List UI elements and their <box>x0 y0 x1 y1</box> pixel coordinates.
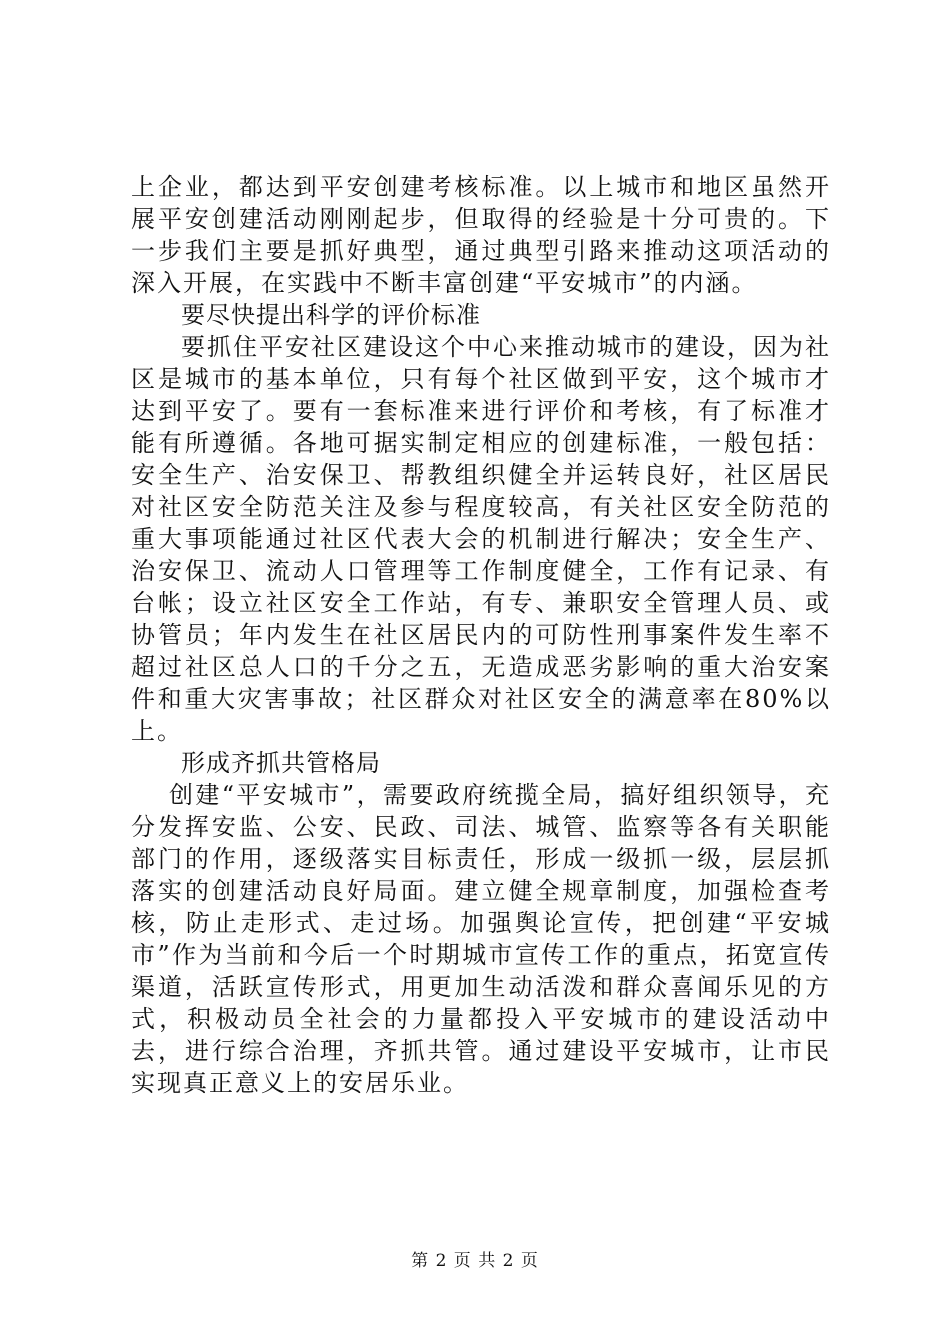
paragraph-evaluation-standard: 要抓住平安社区建设这个中心来推动城市的建设，因为社区是城市的基本单位，只有每个社区做到平安，这个城市才达到平安了。要有一套标准来进行评价和考核，有了标准才能有所遵循。各地可据实制定相应的创建标准，一般包括：安全生产、治安保卫、帮教组织健全并运转良好，社区居民对社区安全防范关注及参与程度较高，有关社区安全防范的重大事项能通过社区代表大会的机制进行解决；安全生产、治安保卫、流动人口管理等工作制度健全，工作有记录、有台帐；设立社区安全工作站，有专、兼职安全管理人员、或协管员；年内发生在社区居民内的可防性刑事案件发生率不超过社区总人口的千分之五，无造成恶劣影响的重大治安案件和重大灾害事故；社区群众对社区安全的满意率在80%以上。 <box>131 333 831 745</box>
paragraph-continuation: 上企业，都达到平安创建考核标准。以上城市和地区虽然开展平安创建活动刚刚起步，但取得的经验是十分可贵的。下一步我们主要是抓好典型，通过典型引路来推动这项活动的深入开展，在实践中不断丰富创建“平安城市”的内涵。 <box>131 173 831 297</box>
section-heading-joint-management: 形成齐抓共管格局 <box>181 749 381 777</box>
paragraph-joint-management: 创建“平安城市”，需要政府统揽全局，搞好组织领导，充分发挥安监、公安、民政、司法、城管、监察等各有关职能部门的作用，逐级落实目标责任，形成一级抓一级，层层抓落实的创建活动良好局面。建立健全规章制度，加强检查考核，防止走形式、走过场。加强舆论宣传，把创建“平安城市”作为当前和今后一个时期城市宣传工作的重点，拓宽宣传渠道，活跃宣传形式，用更加生动活泼和群众喜闻乐见的方式，积极动员全社会的力量都投入平安城市的建设活动中去，进行综合治理，齐抓共管。通过建设平安城市，让市民实现真正意义上的安居乐业。 <box>131 781 831 1097</box>
section-heading-evaluation-standard: 要尽快提出科学的评价标准 <box>181 301 481 329</box>
page-footer: 第 2 页 共 2 页 <box>411 1251 539 1271</box>
document-body <box>131 171 831 1099</box>
